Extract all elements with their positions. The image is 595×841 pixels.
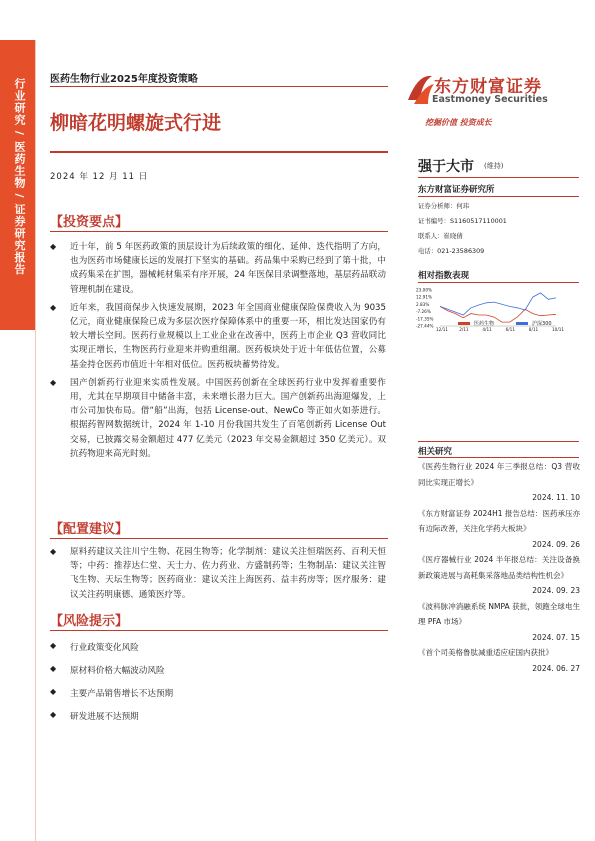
x-tick-label: 2/11 xyxy=(459,327,469,332)
legend-swatch xyxy=(516,322,528,325)
institute-name: 东方财富证券研究所 xyxy=(418,185,495,195)
chart-legend xyxy=(458,320,552,327)
rating-sub: (维持) xyxy=(484,162,504,170)
risk-text: 原材料价格大幅波动风险 xyxy=(70,666,165,676)
related-item-title[interactable]: 《波科脉冲消融系统 NMPA 获批，领跑全球电生理 PFA 市场》 xyxy=(418,601,580,626)
related-item-title[interactable]: 《医药生物行业 2024 年三季报总结：Q3 营收同比实现正增长》 xyxy=(418,462,580,487)
divider xyxy=(418,457,579,458)
bullet-item xyxy=(50,545,386,602)
report-category: 医药生物行业2025年度投资策略 xyxy=(50,74,198,85)
divider xyxy=(418,282,579,283)
divider xyxy=(50,231,388,232)
risk-text: 行业政策变化风险 xyxy=(70,643,139,653)
brand-slogan: 挖掘价值 投资成长 xyxy=(425,118,492,127)
bullet-item xyxy=(50,376,386,461)
related-item-date: 2024. 06. 27 xyxy=(532,663,580,673)
report-date: 2024 年 12 月 11 日 xyxy=(50,172,149,182)
bullet-text: 近年来，我国商保步入快速发展期，2023 年全国商业健康保险保费收入为 9035 亿元，商业健康保险已成为多层次医疗保障体系中的重要一环，相比发达国家仍有较大增长空间。医药行业规模以上工业企业在改善中，医药上市企业 Q3 营收同比实现正增长，生物医药行业迎来并购重组潮。医药板块处于近十年低估位置，公募基金持仓医药市值近十年相对低位。医药板块蓄势待发。 xyxy=(70,302,386,370)
related-title: 相关研究 xyxy=(418,447,453,457)
related-item-title[interactable]: 《首个司美格鲁肽减重适应症国内获批》 xyxy=(418,648,553,657)
bullet-icon: ◆ xyxy=(50,641,57,650)
y-tick-label: -7.26% xyxy=(416,309,431,315)
section-title-risk: 【风险提示】 xyxy=(50,614,129,629)
divider xyxy=(50,151,388,153)
y-tick-label: -27.44% xyxy=(416,323,434,329)
bullet-icon: ◆ xyxy=(50,302,57,312)
institute-line: 证券分析师：何玮 xyxy=(418,202,470,210)
bullet-icon: ◆ xyxy=(50,664,57,673)
risk-item xyxy=(50,687,173,699)
rating-label: 强于大市 xyxy=(418,159,474,175)
related-item-date: 2024. 07. 15 xyxy=(532,632,580,642)
bullet-text: 原料药建议关注川宁生物、花园生物等；化学制剂：建议关注恒瑞医药、百利天恒等；中药：推荐达仁堂、天士力、佐力药业、方盛制药等；生物制品：建议关注智飞生物、天坛生物等；医药商业：建议关注上海医药、益丰药房等；医疗服务：建议关注药明康德、通策医疗等。 xyxy=(70,547,386,600)
risk-item xyxy=(50,641,139,653)
x-tick-label: 8/11 xyxy=(528,327,539,332)
bullet-icon: ◆ xyxy=(50,377,57,387)
related-item-date: 2024. 09. 23 xyxy=(532,586,580,595)
legend-swatch xyxy=(458,322,470,325)
divider xyxy=(418,441,579,442)
bullet-text: 近十年，前 5 年医药政策的顶层设计为后续政策的细化、延伸、迭代指明了方向，也为医药市场健康长远的发展打下坚实的基础。药品集中采购已经到了第十批，中成药集采在扩围，器械耗材集采有序开展，24 年医保目录调整落地，基层药品联动管理机制在建设。 xyxy=(70,242,386,295)
config-bullets xyxy=(50,545,386,606)
risk-item xyxy=(50,664,165,676)
related-item-title[interactable]: 《医疗器械行业 2024 半年报总结：关注设备换新政策进展与高耗集采落地品类结构性机会》 xyxy=(418,555,580,580)
related-list xyxy=(418,459,580,676)
brand-name-en: Eastmoney Securities xyxy=(432,94,548,105)
x-tick-label: 6/11 xyxy=(505,327,516,332)
x-tick-label: 4/11 xyxy=(482,327,492,332)
bullet-text: 国产创新药行业迎来实质性发展。中国医药创新在全球医药行业中发挥着重要作用，尤其在早期项目中储备丰富，未来增长潜力巨大。国产创新药出海迎爆发，上市公司加快布局。借“船”出海，包括 License-out、NewCo 等正如火如荼进行。根据药智网数据统计，2024 年 1-10 月份我国共发生了百笔创新药 License Out 交易，已披露交易金额超过 477 亿美元（2023 年交易金额超过 350 亿美元）。双抗药物迎来高光时刻。 xyxy=(70,377,386,459)
y-tick-label: 2.83% xyxy=(416,301,430,307)
related-item-date: 2024. 09. 26 xyxy=(532,539,580,549)
invest-bullets xyxy=(50,240,386,465)
divider xyxy=(50,86,388,87)
institute-line: 联系人：崔晓倩 xyxy=(418,232,463,240)
divider xyxy=(50,630,388,631)
page-title: 柳暗花明螺旋式行进 xyxy=(50,112,222,134)
institute-line: 证书编号：S1160517110001 xyxy=(418,217,507,225)
institute-line: 电话：021-23586309 xyxy=(418,247,485,255)
chart-title: 相对指数表现 xyxy=(418,271,470,281)
y-tick-label: 23.00% xyxy=(416,288,432,293)
bullet-icon: ◆ xyxy=(50,687,57,696)
x-tick-label: 12/11 xyxy=(436,327,449,332)
risk-text: 主要产品销售增长不达预期 xyxy=(70,689,174,699)
risk-item xyxy=(50,710,139,722)
divider xyxy=(50,538,388,539)
divider xyxy=(418,177,579,178)
bullet-icon: ◆ xyxy=(50,710,57,719)
series-line xyxy=(440,293,556,315)
section-title-config: 【配置建议】 xyxy=(50,522,129,537)
section-title-invest: 【投资要点】 xyxy=(50,215,129,230)
legend-label: 沪深300 xyxy=(532,321,552,327)
y-tick-label: 12.91% xyxy=(416,294,432,300)
brand-name-cn: 东方财富证券 xyxy=(434,77,542,97)
sidebar xyxy=(0,0,36,841)
bullet-item xyxy=(50,240,386,297)
x-tick-label: 10/11 xyxy=(552,327,565,332)
legend-label: 医药生物 xyxy=(474,321,495,327)
sidebar-label: 行业研究 / 医药生物 / 证券研究报告 xyxy=(13,78,26,276)
related-item-date: 2024. 11. 10 xyxy=(532,493,580,502)
bullet-icon: ◆ xyxy=(50,547,57,556)
sidebar-line xyxy=(35,40,36,841)
risk-text: 研发进展不达预期 xyxy=(70,712,139,722)
divider xyxy=(418,196,579,197)
bullet-item xyxy=(50,301,386,372)
y-tick-label: -17.35% xyxy=(416,316,434,322)
related-item-title[interactable]: 《东方财富证券 2024H1 报告总结：医药承压亦有边际改善，关注化学药大板块》 xyxy=(418,508,580,533)
bullet-icon: ◆ xyxy=(50,242,57,251)
